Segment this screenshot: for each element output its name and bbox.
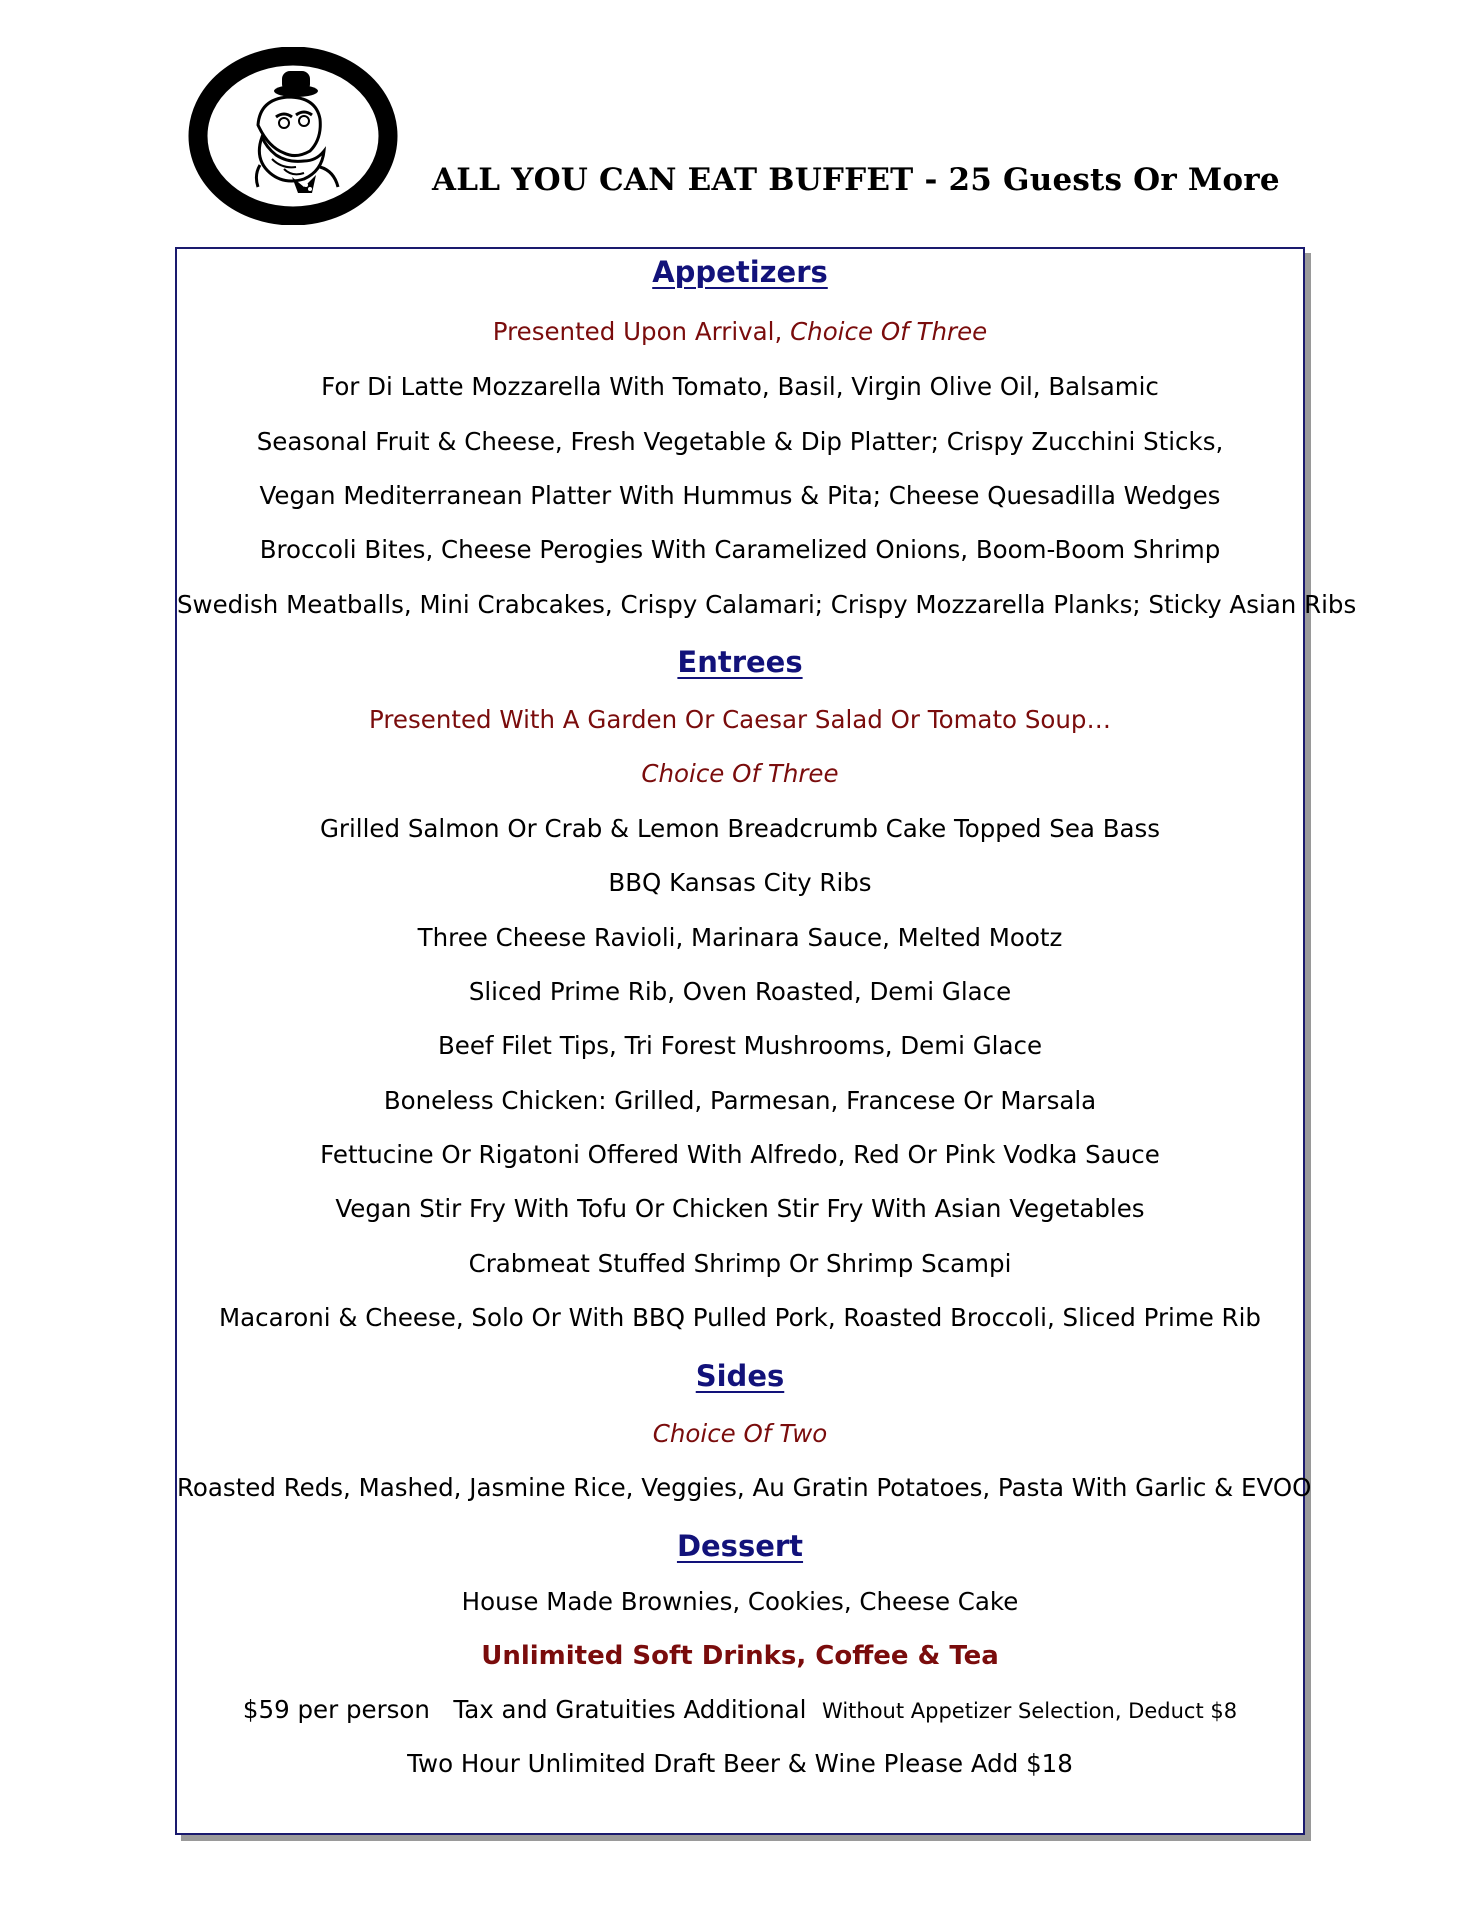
price-line bbox=[177, 1693, 1303, 1728]
appetizer-item: Swedish Meatballs, Mini Crabcakes, Crispy Calamari; Crispy Mozzarella Planks; Sticky Asian Ribs bbox=[177, 590, 1357, 619]
entree-item: Fettucine Or Rigatoni Offered With Alfredo, Red Or Pink Vodka Sauce bbox=[320, 1140, 1160, 1169]
entree-item: Macaroni & Cheese, Solo Or With BBQ Pulled Pork, Roasted Broccoli, Sliced Prime Rib bbox=[219, 1303, 1261, 1332]
sides-heading: Sides bbox=[695, 1359, 785, 1393]
menu-box bbox=[175, 247, 1357, 1835]
appetizers-choice: Choice Of Three bbox=[790, 317, 988, 346]
entree-item: Vegan Stir Fry With Tofu Or Chicken Stir Fry With Asian Vegetables bbox=[335, 1194, 1145, 1223]
appetizers-subtitle bbox=[177, 315, 1303, 349]
sides-choice: Choice Of Two bbox=[652, 1419, 828, 1448]
appetizer-item: For Di Latte Mozzarella With Tomato, Basil, Virgin Olive Oil, Balsamic bbox=[321, 372, 1159, 401]
entrees-choice: Choice Of Three bbox=[641, 759, 839, 788]
entree-item: Crabmeat Stuffed Shrimp Or Shrimp Scampi bbox=[468, 1249, 1012, 1278]
sides-item: Roasted Reds, Mashed, Jasmine Rice, Veggies, Au Gratin Potatoes, Pasta With Garlic & EVOO bbox=[177, 1473, 1312, 1502]
price-text: $59 per person bbox=[242, 1695, 430, 1724]
page-title: ALL YOU CAN EAT BUFFET - 25 Guests Or More bbox=[432, 162, 1280, 198]
entree-item: Sliced Prime Rib, Oven Roasted, Demi Glace bbox=[468, 977, 1012, 1006]
entree-item: Boneless Chicken: Grilled, Parmesan, Francese Or Marsala bbox=[383, 1086, 1097, 1115]
appetizers-subtitle-plain: Presented Upon Arrival, bbox=[492, 317, 791, 346]
dessert-heading: Dessert bbox=[676, 1529, 804, 1563]
entrees-heading: Entrees bbox=[677, 645, 803, 679]
entree-item: Three Cheese Ravioli, Marinara Sauce, Melted Mootz bbox=[417, 923, 1063, 952]
beer-wine-note: Two Hour Unlimited Draft Beer & Wine Please Add $18 bbox=[407, 1749, 1073, 1778]
entrees-subtitle: Presented With A Garden Or Caesar Salad Or Tomato Soup… bbox=[369, 705, 1111, 734]
appetizers-heading: Appetizers bbox=[652, 255, 828, 289]
appetizer-item: Broccoli Bites, Cheese Perogies With Caramelized Onions, Boom-Boom Shrimp bbox=[259, 535, 1221, 564]
drinks-note: Unlimited Soft Drinks, Coffee & Tea bbox=[481, 1641, 999, 1671]
entree-item: BBQ Kansas City Ribs bbox=[608, 868, 872, 897]
dessert-item: House Made Brownies, Cookies, Cheese Cake bbox=[461, 1587, 1019, 1616]
tax-text: Tax and Gratuities Additional bbox=[453, 1695, 807, 1724]
appetizer-item: Vegan Mediterranean Platter With Hummus & Pita; Cheese Quesadilla Wedges bbox=[259, 481, 1221, 510]
entree-item: Grilled Salmon Or Crab & Lemon Breadcrumb Cake Topped Sea Bass bbox=[319, 814, 1161, 843]
deduct-text: Without Appetizer Selection, Deduct $8 bbox=[822, 1699, 1238, 1723]
appetizer-item: Seasonal Fruit & Cheese, Fresh Vegetable & Dip Platter; Crispy Zucchini Sticks, bbox=[256, 427, 1224, 456]
entree-item: Beef Filet Tips, Tri Forest Mushrooms, Demi Glace bbox=[437, 1031, 1043, 1060]
logo-icon bbox=[188, 47, 398, 225]
